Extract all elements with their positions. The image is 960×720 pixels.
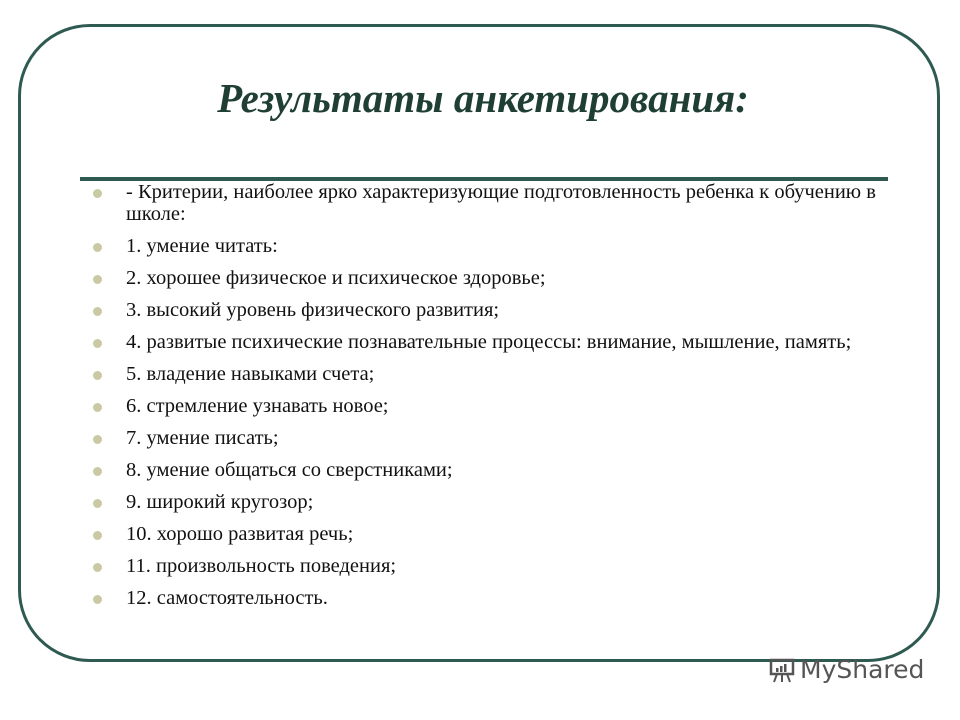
slide-title: Результаты анкетирования:: [217, 75, 749, 121]
list-item: [90, 267, 890, 289]
bullet-icon: [93, 531, 102, 540]
presentation-board-icon: [768, 656, 796, 684]
list-item: [90, 523, 890, 545]
item-text: 7. умение писать;: [126, 427, 279, 449]
bullet-icon: [93, 499, 102, 508]
bullet-icon: [93, 595, 102, 604]
list-item: [90, 587, 890, 609]
bullet-icon: [93, 563, 102, 572]
bullet-icon: [93, 371, 102, 380]
list-item: [90, 427, 890, 449]
item-text: 9. широкий кругозор;: [126, 491, 314, 513]
criteria-list: [90, 181, 890, 619]
bullet-icon: [93, 339, 102, 348]
item-text: 2. хорошее физическое и психическое здоровье;: [126, 267, 546, 289]
list-item: [90, 395, 890, 417]
item-text: 3. высокий уровень физического развития;: [126, 299, 500, 321]
bullet-icon: [93, 467, 102, 476]
item-text: - Критерии, наиболее ярко характеризующие подготовленность ребенка к обучению в школе:: [126, 181, 876, 225]
item-text: 6. стремление узнавать новое;: [126, 395, 389, 417]
watermark: [768, 655, 924, 684]
item-text: 8. умение общаться со сверстниками;: [126, 459, 453, 481]
bullet-icon: [93, 275, 102, 284]
list-item: [90, 235, 890, 257]
item-text: 1. умение читать:: [126, 235, 278, 257]
bullet-icon: [93, 403, 102, 412]
list-item: [90, 181, 890, 225]
list-item: [90, 459, 890, 481]
item-text: 4. развитые психические познавательные процессы: внимание, мышление, память;: [126, 331, 852, 353]
list-item: [90, 491, 890, 513]
item-text: 5. владение навыками счета;: [126, 363, 375, 385]
list-item: [90, 331, 890, 353]
list-item: [90, 555, 890, 577]
list-item: [90, 363, 890, 385]
item-text: 11. произвольность поведения;: [126, 555, 397, 577]
watermark-text: MyShared: [800, 655, 925, 684]
bullet-icon: [93, 307, 102, 316]
bullet-icon: [93, 189, 102, 198]
list-item: [90, 299, 890, 321]
bullet-icon: [93, 243, 102, 252]
bullet-icon: [93, 435, 102, 444]
item-text: 12. самостоятельность.: [126, 587, 328, 609]
item-text: 10. хорошо развитая речь;: [126, 523, 354, 545]
